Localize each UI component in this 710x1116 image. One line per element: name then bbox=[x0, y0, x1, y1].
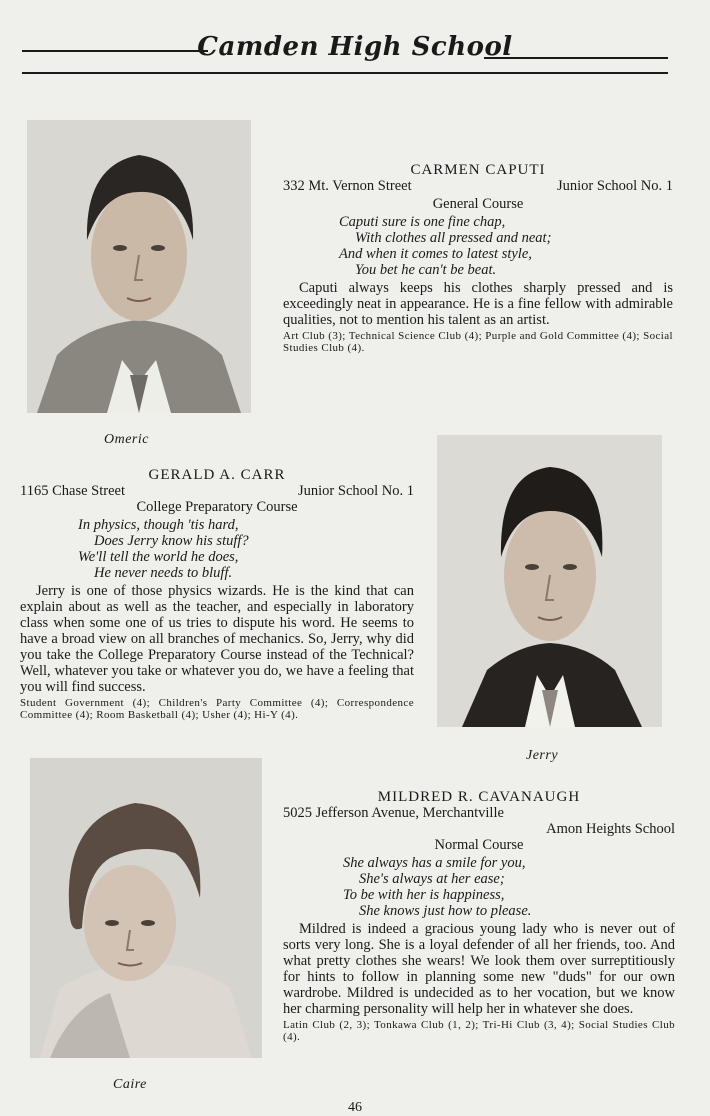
student-activities: Art Club (3); Technical Science Club (4); Purple and Gold Committee (4); Social Studies Club (4). bbox=[283, 330, 673, 354]
student-entry-caputi bbox=[283, 162, 673, 354]
student-school: Amon Heights School bbox=[546, 821, 675, 837]
page-header bbox=[0, 30, 710, 80]
photo-caption-caputi: Omeric bbox=[104, 432, 149, 447]
student-address: 5025 Jefferson Avenue, Merchantville bbox=[283, 805, 504, 821]
student-entry-carr bbox=[20, 467, 414, 721]
header-rule-bottom bbox=[22, 72, 668, 74]
verse-line: She always has a smile for you, bbox=[343, 855, 526, 871]
verse-line: We'll tell the world he does, bbox=[78, 549, 239, 565]
student-verse bbox=[339, 214, 673, 278]
student-description: Mildred is indeed a gracious young lady who is never out of sorts very long. She is a loyal defender of all her friends, too. And what pretty clothes she wears! We look them over surreptitiously for hints to follow in planning some new "duds" for our own wardrobe. Mildred is undecided as to her vocation, but we know her charming personality will help her in whatever she does. bbox=[283, 921, 675, 1017]
verse-line: Caputi sure is one fine chap, bbox=[339, 214, 506, 230]
student-photo-cavanaugh bbox=[30, 758, 262, 1058]
page-number: 46 bbox=[348, 1100, 362, 1115]
verse-line: To be with her is happiness, bbox=[343, 887, 505, 903]
student-description: Jerry is one of those physics wizards. He is the kind that can explain about as well as the teacher, and especially in laboratory class when some one of us tries to dispute his word. He seems to have a broad view on all branches of mechanics. So, Jerry, why did you take the College Preparatory Course instead of the Technical? Well, whatever you take or whatever you do, we have a feeling that you will find success. bbox=[20, 583, 414, 695]
verse-line: And when it comes to latest style, bbox=[339, 246, 532, 262]
photo-caption-cavanaugh: Caire bbox=[113, 1077, 147, 1092]
student-entry-cavanaugh bbox=[283, 789, 675, 1043]
student-name: CARMEN CAPUTI bbox=[410, 162, 546, 178]
verse-line: In physics, though 'tis hard, bbox=[78, 517, 239, 533]
verse-line: Does Jerry know his stuff? bbox=[94, 533, 249, 549]
student-school: Junior School No. 1 bbox=[557, 178, 673, 194]
photo-caption-carr: Jerry bbox=[526, 748, 559, 763]
verse-line: She's always at her ease; bbox=[359, 871, 505, 887]
verse-line: She knows just how to please. bbox=[359, 903, 532, 919]
student-verse bbox=[78, 517, 414, 581]
verse-line: He never needs to bluff. bbox=[94, 565, 233, 581]
student-name: GERALD A. CARR bbox=[148, 467, 286, 483]
student-address: 332 Mt. Vernon Street bbox=[283, 178, 412, 194]
student-description: Caputi always keeps his clothes sharply pressed and is exceedingly neat in appearance. He is a fine fellow with admirable qualities, not to mention his talent as an artist. bbox=[283, 280, 673, 328]
address-row bbox=[283, 178, 673, 194]
student-address: 1165 Chase Street bbox=[20, 483, 125, 499]
verse-line: With clothes all pressed and neat; bbox=[355, 230, 552, 246]
student-activities: Student Government (4); Children's Party Committee (4); Correspondence Committee (4); Room Basketball (4); Usher (4); Hi-Y (4). bbox=[20, 697, 414, 721]
verse-line: You bet he can't be beat. bbox=[355, 262, 497, 278]
student-course: General Course bbox=[432, 196, 524, 212]
student-school: Junior School No. 1 bbox=[298, 483, 414, 499]
student-photo-caputi bbox=[27, 120, 251, 413]
student-course: Normal Course bbox=[434, 837, 524, 853]
student-photo-carr bbox=[437, 435, 662, 727]
student-verse bbox=[343, 855, 675, 919]
student-activities: Latin Club (2, 3); Tonkawa Club (1, 2); Tri-Hi Club (3, 4); Social Studies Club (4). bbox=[283, 1019, 675, 1043]
student-course: College Preparatory Course bbox=[136, 499, 298, 515]
page-title: Camden High School bbox=[197, 32, 513, 62]
student-name: MILDRED R. CAVANAUGH bbox=[377, 789, 581, 805]
address-row bbox=[20, 483, 414, 499]
